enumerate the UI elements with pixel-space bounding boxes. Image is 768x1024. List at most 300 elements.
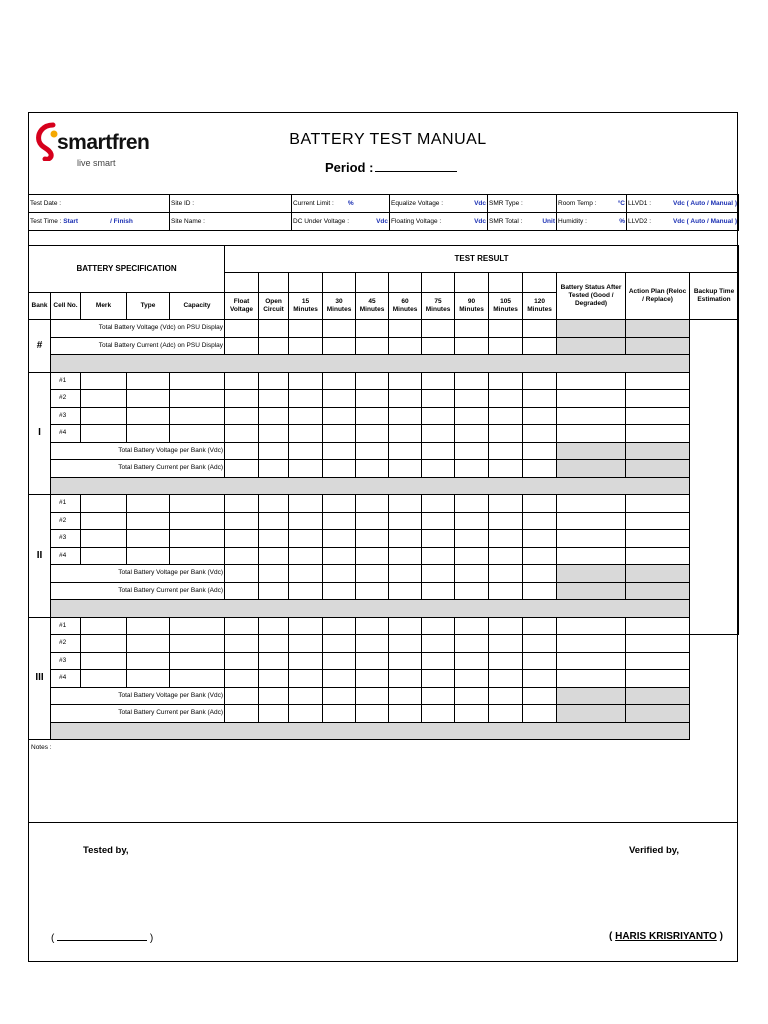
data-cell[interactable] [81,407,127,425]
data-cell[interactable] [289,407,323,425]
data-cell[interactable] [81,635,127,653]
data-cell[interactable] [489,652,523,670]
data-cell[interactable] [289,512,323,530]
reading-cell[interactable] [389,582,422,600]
data-cell[interactable] [225,425,259,443]
reading-cell[interactable] [225,442,259,460]
data-cell[interactable] [127,635,170,653]
data-cell[interactable] [259,547,289,565]
status-cell[interactable] [557,635,626,653]
reading-cell[interactable] [455,565,489,583]
data-cell[interactable] [127,670,170,688]
reading-cell[interactable] [422,460,455,478]
data-cell[interactable] [259,530,289,548]
data-cell[interactable] [170,547,225,565]
data-cell[interactable] [323,512,356,530]
period-input-line[interactable] [375,161,457,172]
data-cell[interactable] [81,670,127,688]
form-header [29,113,737,195]
notes-area[interactable] [29,743,737,823]
data-cell[interactable] [389,547,422,565]
data-cell[interactable] [127,512,170,530]
data-cell[interactable] [523,390,557,408]
data-cell[interactable] [523,652,557,670]
reading-cell[interactable] [523,687,557,705]
data-cell[interactable] [323,407,356,425]
data-cell[interactable] [356,617,389,635]
reading-cell[interactable] [259,705,289,723]
data-cell[interactable] [289,530,323,548]
reading-cell[interactable] [455,705,489,723]
data-cell[interactable] [455,495,489,513]
notes-label: Notes : [31,744,52,751]
data-cell[interactable] [422,670,455,688]
smr-total-field[interactable]: SMR Total : Unit [488,213,557,231]
data-cell[interactable] [455,635,489,653]
reading-cell[interactable] [489,705,523,723]
table-header-row-1 [29,246,739,273]
data-cell[interactable] [523,495,557,513]
bank-separator-row [29,477,739,495]
action-cell[interactable] [626,495,690,513]
data-cell[interactable] [81,390,127,408]
action-cell[interactable] [626,530,690,548]
reading-cell[interactable] [323,460,356,478]
data-cell[interactable] [389,512,422,530]
data-cell[interactable] [170,425,225,443]
data-cell[interactable] [323,652,356,670]
reading-cell[interactable] [523,582,557,600]
data-cell[interactable] [170,617,225,635]
data-cell[interactable] [225,390,259,408]
data-cell[interactable] [170,652,225,670]
reading-cell[interactable] [489,582,523,600]
reading-cell[interactable] [289,460,323,478]
data-cell[interactable] [389,670,422,688]
col-header-9: 45 Minutes [356,293,389,320]
humidity-field[interactable]: Humidity : % [557,213,627,231]
reading-cell[interactable] [356,687,389,705]
status-cell[interactable] [557,425,626,443]
status-cell[interactable] [557,372,626,390]
data-cell[interactable] [422,635,455,653]
bank-label-I: I [29,372,51,495]
data-cell[interactable] [489,512,523,530]
data-cell[interactable] [323,372,356,390]
reading-cell[interactable] [356,442,389,460]
reading-cell[interactable] [323,705,356,723]
data-cell[interactable] [356,512,389,530]
reading-cell[interactable] [489,337,523,355]
reading-cell[interactable] [422,705,455,723]
data-cell[interactable] [127,390,170,408]
reading-cell[interactable] [225,337,259,355]
data-cell[interactable] [422,512,455,530]
reading-cell[interactable] [289,582,323,600]
reading-cell[interactable] [289,337,323,355]
data-cell[interactable] [225,530,259,548]
data-cell[interactable] [489,547,523,565]
action-cell[interactable] [626,547,690,565]
reading-cell[interactable] [455,687,489,705]
data-cell[interactable] [225,617,259,635]
data-cell[interactable] [422,530,455,548]
data-cell[interactable] [489,530,523,548]
reading-cell[interactable] [422,582,455,600]
data-cell[interactable] [225,512,259,530]
data-cell[interactable] [422,390,455,408]
reading-cell[interactable] [489,460,523,478]
site-id-field[interactable]: Site ID : [170,195,292,213]
data-cell[interactable] [523,425,557,443]
data-cell[interactable] [259,495,289,513]
reading-cell[interactable] [455,582,489,600]
separator-cell [51,600,690,618]
data-cell[interactable] [489,635,523,653]
data-cell[interactable] [259,670,289,688]
data-cell[interactable] [259,372,289,390]
data-cell[interactable] [489,425,523,443]
data-cell[interactable] [127,652,170,670]
data-cell[interactable] [127,530,170,548]
reading-cell[interactable] [523,705,557,723]
data-cell[interactable] [225,652,259,670]
data-cell[interactable] [455,547,489,565]
data-cell[interactable] [81,425,127,443]
data-cell[interactable] [455,372,489,390]
data-cell[interactable] [289,652,323,670]
data-cell[interactable] [455,407,489,425]
data-cell[interactable] [81,495,127,513]
reading-cell[interactable] [389,337,422,355]
status-cell[interactable] [557,670,626,688]
data-cell[interactable] [323,495,356,513]
data-cell[interactable] [259,512,289,530]
site-name-field[interactable]: Site Name : [170,213,292,231]
data-cell[interactable] [225,407,259,425]
data-cell[interactable] [170,407,225,425]
reading-cell[interactable] [455,320,489,338]
data-cell[interactable] [523,617,557,635]
status-cell-disabled [557,460,626,478]
data-cell[interactable] [523,372,557,390]
data-cell[interactable] [170,635,225,653]
reading-cell[interactable] [259,320,289,338]
reading-cell[interactable] [225,582,259,600]
data-cell[interactable] [389,372,422,390]
col-header-13: 105 Minutes [489,293,523,320]
reading-cell[interactable] [489,687,523,705]
data-cell[interactable] [455,512,489,530]
data-cell[interactable] [81,617,127,635]
cell-number: #3 [51,407,81,425]
data-cell[interactable] [523,635,557,653]
data-cell[interactable] [356,652,389,670]
data-cell[interactable] [422,407,455,425]
data-cell[interactable] [225,372,259,390]
data-cell[interactable] [289,390,323,408]
data-cell[interactable] [455,425,489,443]
reading-cell[interactable] [523,337,557,355]
reading-cell[interactable] [489,320,523,338]
reading-cell[interactable] [289,705,323,723]
data-cell[interactable] [323,670,356,688]
data-cell[interactable] [389,390,422,408]
reading-cell[interactable] [389,705,422,723]
action-cell[interactable] [626,372,690,390]
data-cell[interactable] [356,425,389,443]
llvd2-field[interactable]: LLVD2 : Vdc ( Auto / Manual ) [627,213,739,231]
floating-voltage-field[interactable]: Floating Voltage : Vdc [390,213,488,231]
col-backup-time: Backup Time Estimation [690,273,739,320]
data-cell[interactable] [523,547,557,565]
reading-cell[interactable] [259,337,289,355]
status-cell[interactable] [557,512,626,530]
data-cell[interactable] [127,547,170,565]
tester-signature[interactable]: ( ) [51,933,154,944]
reading-cell[interactable] [422,565,455,583]
room-temp-field[interactable]: Room Temp : °C [557,195,627,213]
data-cell[interactable] [389,652,422,670]
col-header-3: Type [127,293,170,320]
data-cell[interactable] [356,407,389,425]
data-cell[interactable] [225,547,259,565]
data-cell[interactable] [225,635,259,653]
reading-cell[interactable] [523,460,557,478]
data-cell[interactable] [127,495,170,513]
reading-cell[interactable] [356,565,389,583]
action-cell[interactable] [626,512,690,530]
reading-cell[interactable] [259,460,289,478]
data-cell[interactable] [356,530,389,548]
reading-cell[interactable] [323,442,356,460]
data-cell[interactable] [259,390,289,408]
action-cell[interactable] [626,390,690,408]
reading-cell[interactable] [289,320,323,338]
action-cell[interactable] [626,407,690,425]
reading-cell[interactable] [455,460,489,478]
data-cell[interactable] [81,652,127,670]
data-cell[interactable] [170,390,225,408]
status-cell[interactable] [557,390,626,408]
data-cell[interactable] [170,670,225,688]
reading-cell[interactable] [422,320,455,338]
reading-cell[interactable] [389,687,422,705]
data-cell[interactable] [455,530,489,548]
data-cell[interactable] [289,425,323,443]
data-cell[interactable] [225,670,259,688]
data-cell[interactable] [170,530,225,548]
data-cell[interactable] [389,425,422,443]
separator-cell [51,722,690,740]
dc-under-voltage-field[interactable]: DC Under Voltage : Vdc [292,213,390,231]
reading-cell[interactable] [323,565,356,583]
data-cell[interactable] [259,425,289,443]
data-cell[interactable] [422,372,455,390]
data-cell[interactable] [389,407,422,425]
reading-cell[interactable] [259,582,289,600]
status-cell[interactable] [557,530,626,548]
reading-cell[interactable] [259,687,289,705]
llvd1-field[interactable]: LLVD1 : Vdc ( Auto / Manual ) [627,195,739,213]
data-cell[interactable] [127,372,170,390]
data-cell[interactable] [259,652,289,670]
data-cell[interactable] [289,617,323,635]
data-cell[interactable] [356,547,389,565]
current-limit-field[interactable]: Current Limit : % [292,195,390,213]
reading-cell[interactable] [225,320,259,338]
table-row [29,530,739,548]
data-cell[interactable] [323,547,356,565]
data-cell[interactable] [523,407,557,425]
data-cell[interactable] [455,652,489,670]
data-cell[interactable] [455,617,489,635]
data-cell[interactable] [259,407,289,425]
action-cell[interactable] [626,617,690,635]
reading-cell[interactable] [389,320,422,338]
reading-cell[interactable] [422,687,455,705]
data-cell[interactable] [356,670,389,688]
reading-cell[interactable] [356,320,389,338]
data-cell[interactable] [489,617,523,635]
col-header-4: Capacity [170,293,225,320]
reading-cell[interactable] [523,320,557,338]
status-cell-disabled [557,687,626,705]
data-cell[interactable] [127,407,170,425]
data-cell[interactable] [323,635,356,653]
data-cell[interactable] [489,407,523,425]
total-label: Total Battery Voltage per Bank (Vdc) [51,565,225,583]
reading-cell[interactable] [489,565,523,583]
reading-cell[interactable] [455,337,489,355]
data-cell[interactable] [323,530,356,548]
data-cell[interactable] [356,372,389,390]
data-cell[interactable] [259,635,289,653]
reading-cell[interactable] [523,442,557,460]
status-cell[interactable] [557,617,626,635]
tester-name-line[interactable] [57,931,147,941]
data-cell[interactable] [523,670,557,688]
reading-cell[interactable] [422,442,455,460]
reading-cell[interactable] [225,687,259,705]
data-cell[interactable] [289,635,323,653]
reading-cell[interactable] [389,460,422,478]
reading-cell[interactable] [489,442,523,460]
data-cell[interactable] [489,390,523,408]
reading-cell[interactable] [323,582,356,600]
data-cell[interactable] [225,495,259,513]
reading-cell[interactable] [225,460,259,478]
table-row [29,547,739,565]
reading-cell[interactable] [289,687,323,705]
status-cell[interactable] [557,407,626,425]
reading-cell[interactable] [225,565,259,583]
reading-cell[interactable] [389,565,422,583]
data-cell[interactable] [389,530,422,548]
reading-cell[interactable] [356,337,389,355]
backup-time-cell[interactable] [690,320,739,635]
data-cell[interactable] [289,547,323,565]
reading-cell[interactable] [259,442,289,460]
action-cell[interactable] [626,635,690,653]
data-cell[interactable] [356,390,389,408]
data-cell[interactable] [523,512,557,530]
reading-cell[interactable] [422,337,455,355]
reading-cell[interactable] [356,582,389,600]
action-cell[interactable] [626,670,690,688]
reading-cell[interactable] [356,460,389,478]
data-cell[interactable] [389,617,422,635]
data-cell[interactable] [422,617,455,635]
reading-cell[interactable] [356,705,389,723]
status-cell[interactable] [557,652,626,670]
data-cell[interactable] [323,390,356,408]
data-cell[interactable] [455,390,489,408]
data-cell[interactable] [455,670,489,688]
data-cell[interactable] [523,530,557,548]
reading-cell[interactable] [323,337,356,355]
data-cell[interactable] [170,372,225,390]
reading-cell[interactable] [523,565,557,583]
table-row [29,635,739,653]
equalize-voltage-field[interactable]: Equalize Voltage : Vdc [390,195,488,213]
reading-cell[interactable] [289,442,323,460]
data-cell[interactable] [170,512,225,530]
reading-cell[interactable] [389,442,422,460]
period-label: Period : [325,160,374,175]
data-cell[interactable] [356,495,389,513]
data-cell[interactable] [422,425,455,443]
data-cell[interactable] [489,372,523,390]
data-cell[interactable] [323,617,356,635]
data-cell[interactable] [289,372,323,390]
cell-number: #2 [51,635,81,653]
action-cell[interactable] [626,652,690,670]
reading-cell[interactable] [259,565,289,583]
action-cell[interactable] [626,425,690,443]
data-cell[interactable] [489,670,523,688]
data-cell[interactable] [323,425,356,443]
smr-type-field[interactable]: SMR Type : [488,195,557,213]
data-cell[interactable] [289,495,323,513]
data-cell[interactable] [356,635,389,653]
data-cell[interactable] [81,530,127,548]
reading-cell[interactable] [289,565,323,583]
data-cell[interactable] [389,635,422,653]
data-cell[interactable] [289,670,323,688]
reading-cell[interactable] [455,442,489,460]
data-cell[interactable] [259,617,289,635]
data-cell[interactable] [170,495,225,513]
status-cell[interactable] [557,495,626,513]
data-cell[interactable] [489,495,523,513]
test-time-field[interactable]: Test Time : Start / Finish [29,213,170,231]
data-cell[interactable] [81,547,127,565]
data-cell[interactable] [81,512,127,530]
status-cell[interactable] [557,547,626,565]
data-cell[interactable] [127,425,170,443]
reading-cell[interactable] [323,687,356,705]
data-cell[interactable] [389,495,422,513]
data-cell[interactable] [422,495,455,513]
reading-cell[interactable] [225,705,259,723]
data-cell[interactable] [422,652,455,670]
data-cell[interactable] [422,547,455,565]
data-cell[interactable] [127,617,170,635]
reading-cell[interactable] [323,320,356,338]
data-cell[interactable] [81,372,127,390]
test-date-field[interactable]: Test Date : [29,195,170,213]
